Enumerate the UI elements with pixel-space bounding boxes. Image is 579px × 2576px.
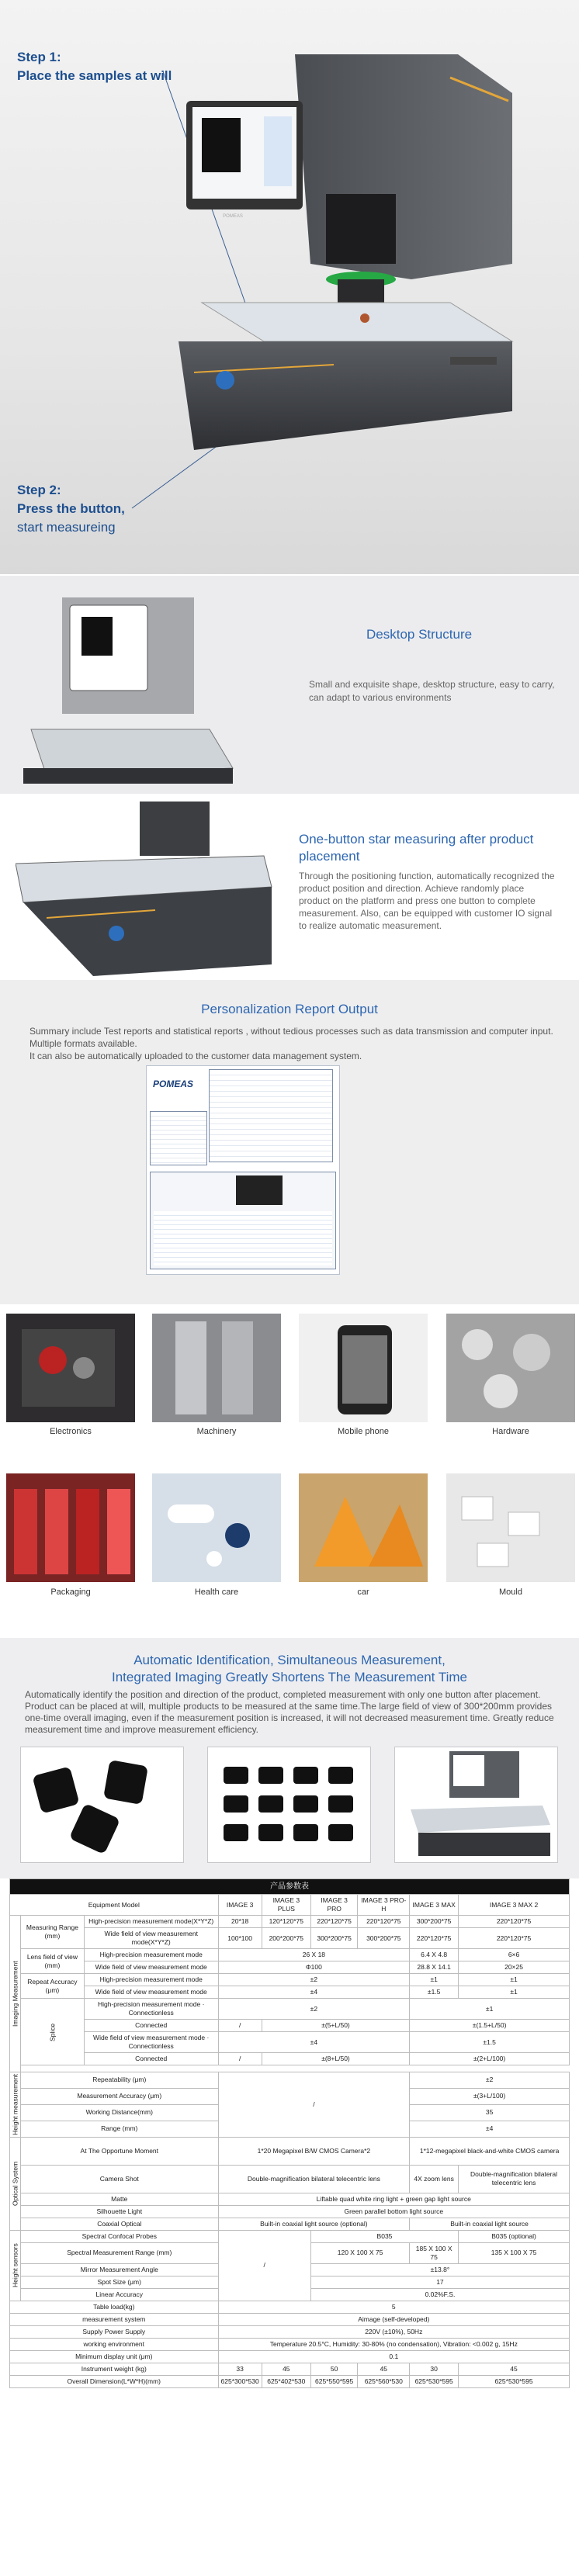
app-label-electronics: Electronics (50, 1427, 92, 1436)
row-label: At The Opportune Moment (21, 2137, 219, 2165)
row-label: High-precision measurement mode (84, 1949, 218, 1961)
splice-label: Splice (21, 1999, 85, 2065)
cell: ±2 (410, 2072, 570, 2089)
cell: 33 (218, 2363, 262, 2375)
cell: 625*530*595 (459, 2375, 570, 2387)
cell: Φ100 (218, 1961, 410, 1974)
auto-image-machine (394, 1747, 558, 1863)
model-col: IMAGE 3 PRO (310, 1895, 357, 1916)
row-label: Repeatability (μm) (21, 2072, 219, 2089)
cell: 200*200*75 (262, 1928, 310, 1949)
row-label: Coaxial Optical (21, 2218, 219, 2230)
app-tile-packaging (6, 1473, 135, 1582)
cell: 50 (310, 2363, 357, 2375)
cell: Built-in coaxial light source (optional) (218, 2218, 410, 2230)
row-label: Measurement Accuracy (μm) (21, 2088, 219, 2104)
cell: ±2 (218, 1974, 410, 1986)
cell: 185 X 100 X 75 (410, 2242, 459, 2263)
cell: 0.02%F.S. (310, 2288, 569, 2301)
cell: 45 (262, 2363, 310, 2375)
app-label-car: car (357, 1587, 369, 1597)
app-label-hardware: Hardware (492, 1427, 529, 1436)
row-label: measurement system (10, 2313, 219, 2325)
cell: ±1 (410, 1974, 459, 1986)
cell: B035 (optional) (459, 2230, 570, 2242)
cell: ±(1.5+L/50) (410, 2020, 570, 2032)
cell: 45 (358, 2363, 410, 2375)
spec-table-title: 产品参数表 (10, 1879, 570, 1895)
app-tile-mould (446, 1473, 575, 1582)
row-label: Wide field of view measurement mode(X*Y*Z) (84, 1928, 218, 1949)
cell: ±1.5 (410, 2032, 570, 2053)
lens-fov-label: Lens field of view (mm) (21, 1949, 85, 1974)
row-label: Linear Accuracy (21, 2288, 219, 2301)
report-software-preview (150, 1172, 336, 1269)
auto-title-line1: Automatic Identification, Simultaneous Measurement, (133, 1653, 446, 1667)
one-button-title: One-button star measuring after product placement (299, 832, 534, 864)
cell: 35 (410, 2104, 570, 2121)
one-button-machine-image (16, 802, 279, 976)
vision-machine-illustration (179, 47, 543, 528)
cell: ±2 (218, 1999, 410, 2020)
cell: 1*20 Megapixel B/W CMOS Camera*2 (218, 2137, 410, 2165)
row-label: Wide field of view measurement mode (84, 1986, 218, 1999)
spec-table-section (0, 1878, 579, 2404)
cell: 625*300*530 (218, 2375, 262, 2387)
cell: Liftable quad white ring light + green gap light source (218, 2193, 569, 2205)
step2-text: Press the button, (17, 501, 125, 516)
cell: 135 X 100 X 75 (459, 2242, 570, 2263)
model-col: IMAGE 3 (218, 1895, 262, 1916)
step1-title: Step 1: (17, 50, 61, 64)
desktop-title: Desktop Structure (366, 627, 473, 642)
cell: 120 X 100 X 75 (310, 2242, 409, 2263)
cell: 120*120*75 (262, 1916, 310, 1928)
one-button-text: Through the positioning function, automatically recognized the product position and direction. Achieve randomly place product on the platform and press one button to complete measurement. Also, can be equipped with customer IO signal to realize automatic measurement. (299, 871, 555, 931)
cell: Green parallel bottom light source (218, 2205, 569, 2218)
group-imaging: Imaging Measurement (10, 1916, 21, 2072)
cell: 625*402*530 (262, 2375, 310, 2387)
cell: 625*530*595 (410, 2375, 459, 2387)
app-tile-health-care (152, 1473, 281, 1582)
cell: 220*120*75 (459, 1916, 570, 1928)
app-tile-machinery (152, 1314, 281, 1422)
row-label: Working Distance(mm) (21, 2104, 219, 2121)
cell: 100*100 (218, 1928, 262, 1949)
auto-image-samples (20, 1747, 184, 1863)
cell: ±4 (218, 1986, 410, 1999)
row-label: Range (mm) (21, 2121, 219, 2137)
app-tile-electronics (6, 1314, 135, 1422)
row-label: Camera Shot (21, 2165, 219, 2193)
cell: ±(3+L/100) (410, 2088, 570, 2104)
cell: ±1 (459, 1974, 570, 1986)
row-label: High-precision measurement mode (84, 1974, 218, 1986)
row-label: Mirror Measurement Angle (21, 2263, 219, 2276)
cell: 625*550*595 (310, 2375, 357, 2387)
cell: 220*120*75 (459, 1928, 570, 1949)
app-label-machinery: Machinery (196, 1427, 237, 1436)
device-brand: POMEAS (223, 214, 243, 219)
cell: 45 (459, 2363, 570, 2375)
row-label: Connected (84, 2053, 218, 2065)
cell: ±13.8° (310, 2263, 569, 2276)
row-label: Supply Power Supply (10, 2325, 219, 2338)
app-label-health-care: Health care (194, 1587, 239, 1597)
app-tile-mobile-phone (299, 1314, 428, 1422)
report-sample-image (146, 1065, 340, 1275)
row-label: High-precision measurement mode · Connectionless (84, 1999, 218, 2020)
cell: Double-magnification bilateral telecentric lens (459, 2165, 570, 2193)
row-label: Table load(kg) (10, 2301, 219, 2313)
app-label-mould: Mould (499, 1587, 522, 1597)
cell: 4X zoom lens (410, 2165, 459, 2193)
row-label: Spectral Confocal Probes (21, 2230, 219, 2242)
model-col: IMAGE 3 MAX (410, 1895, 459, 1916)
step1-text: Place the samples at will (17, 68, 172, 83)
cell: Built-in coaxial light source (410, 2218, 570, 2230)
app-label-packaging: Packaging (50, 1587, 91, 1597)
report-table-preview (209, 1069, 333, 1162)
cell: / (218, 2053, 262, 2065)
applications-section (0, 1304, 579, 1638)
cell: ±1 (459, 1986, 570, 1999)
row-label: Spot Size (μm) (21, 2276, 219, 2288)
desktop-structure-section (0, 574, 579, 794)
row-label: Matte (21, 2193, 219, 2205)
model-col: IMAGE 3 MAX 2 (459, 1895, 570, 1916)
cell: B035 (310, 2230, 458, 2242)
cell: Aimage (self-developed) (218, 2313, 569, 2325)
cell: ±1.5 (410, 1986, 459, 1999)
cell: / (218, 2230, 310, 2301)
cell: 6.4 X 4.8 (410, 1949, 459, 1961)
cell: 300*200*75 (410, 1916, 459, 1928)
report-logo: POMEAS (153, 1079, 194, 1089)
model-col: IMAGE 3 PLUS (262, 1895, 310, 1916)
cell: ±4 (218, 2032, 410, 2053)
cell: Temperature 20.5°C, Humidity: 30-80% (no condensation), Vibration: <0.002 g, 15Hz (218, 2338, 569, 2350)
cell: 20*18 (218, 1916, 262, 1928)
cell: 0.1 (218, 2350, 569, 2363)
cell: 1*12-megapixel black-and-white CMOS camera (410, 2137, 570, 2165)
cell: 625*560*530 (358, 2375, 410, 2387)
cell: 28.8 X 14.1 (410, 1961, 459, 1974)
cell: ±(5+L/50) (262, 2020, 410, 2032)
group-spectral: Height sensors (10, 2230, 21, 2301)
measuring-range-label: Measuring Range (mm) (21, 1916, 85, 1949)
app-label-mobile-phone: Mobile phone (337, 1427, 390, 1436)
header-equipment-model: Equipment Model (10, 1895, 219, 1916)
report-text: Summary include Test reports and statistical reports , without tedious processes such as data transmission and computer input. Multiple formats available. It can also be automatically uploaded to the customer data management system. (29, 1026, 553, 1061)
cell: 17 (310, 2276, 569, 2288)
desktop-text: Small and exquisite shape, desktop structure, easy to carry, can adapt to various environments (309, 679, 555, 703)
cell: / (218, 2072, 410, 2138)
cell: 5 (218, 2301, 569, 2313)
step2-subtext: start measureing (17, 520, 116, 535)
cell: ±(2+L/100) (410, 2053, 570, 2065)
row-label: Overall Dimension(L*W*H)(mm) (10, 2375, 219, 2387)
repeat-accuracy-label: Repeat Accuracy (μm) (21, 1974, 85, 1999)
cell: 300*200*75 (358, 1928, 410, 1949)
row-label: Wide field of view measurement mode · Connectionless (84, 2032, 218, 2053)
app-tile-hardware (446, 1314, 575, 1422)
cell: Double-magnification bilateral telecentric lens (218, 2165, 410, 2193)
row-label: Minimum display unit (μm) (10, 2350, 219, 2363)
cell: 30 (410, 2363, 459, 2375)
auto-image-array (207, 1747, 371, 1863)
row-label: Instrument weight (kg) (10, 2363, 219, 2375)
hero-section (0, 0, 579, 574)
auto-identification-section (0, 1638, 579, 1878)
cell: 20×25 (459, 1961, 570, 1974)
auto-title-line2: Integrated Imaging Greatly Shortens The Measurement Time (112, 1670, 467, 1684)
cell: 220*120*75 (310, 1916, 357, 1928)
cell: ±4 (410, 2121, 570, 2137)
cell: 220*120*75 (358, 1916, 410, 1928)
cell: / (218, 2020, 262, 2032)
row-label: Silhouette Light (21, 2205, 219, 2218)
cell: ±1 (410, 1999, 570, 2020)
row-label: Spectral Measurement Range (mm) (21, 2242, 219, 2263)
report-section (0, 980, 579, 1304)
spec-table (9, 1878, 570, 2388)
start-button-icon (216, 371, 234, 390)
cell: 220*120*75 (410, 1928, 459, 1949)
row-label: Connected (84, 2020, 218, 2032)
auto-title (0, 1652, 579, 1686)
desktop-machine-image (16, 582, 241, 791)
row-label: High-precision measurement mode(X*Y*Z) (84, 1916, 218, 1928)
model-col: IMAGE 3 PRO-H (358, 1895, 410, 1916)
row-label: working environment (10, 2338, 219, 2350)
row-label: Wide field of view measurement mode (84, 1961, 218, 1974)
step2-title: Step 2: (17, 483, 61, 497)
group-height: Height measurement (10, 2072, 21, 2138)
one-button-section (0, 794, 579, 980)
cell: 220V (±10%), 50Hz (218, 2325, 569, 2338)
cell: ±(8+L/50) (262, 2053, 410, 2065)
report-title: Personalization Report Output (201, 1002, 378, 1016)
app-tile-car (299, 1473, 428, 1582)
auto-text: Automatically identify the position and direction of the product, completed measurement with only one button after placement. Product can be placed at will, multiple products to be measured at the same time.The large field of view of 300*200mm provides one-time overall imaging, even if the measurement position is increased, it will not decreased measurement time. Greatly reduce measurement time and improve measurement efficiency. (25, 1689, 554, 1735)
cell: 26 X 18 (218, 1949, 410, 1961)
cell: 300*200*75 (310, 1928, 357, 1949)
cell: 6×6 (459, 1949, 570, 1961)
group-optical: Optical System (10, 2137, 21, 2230)
